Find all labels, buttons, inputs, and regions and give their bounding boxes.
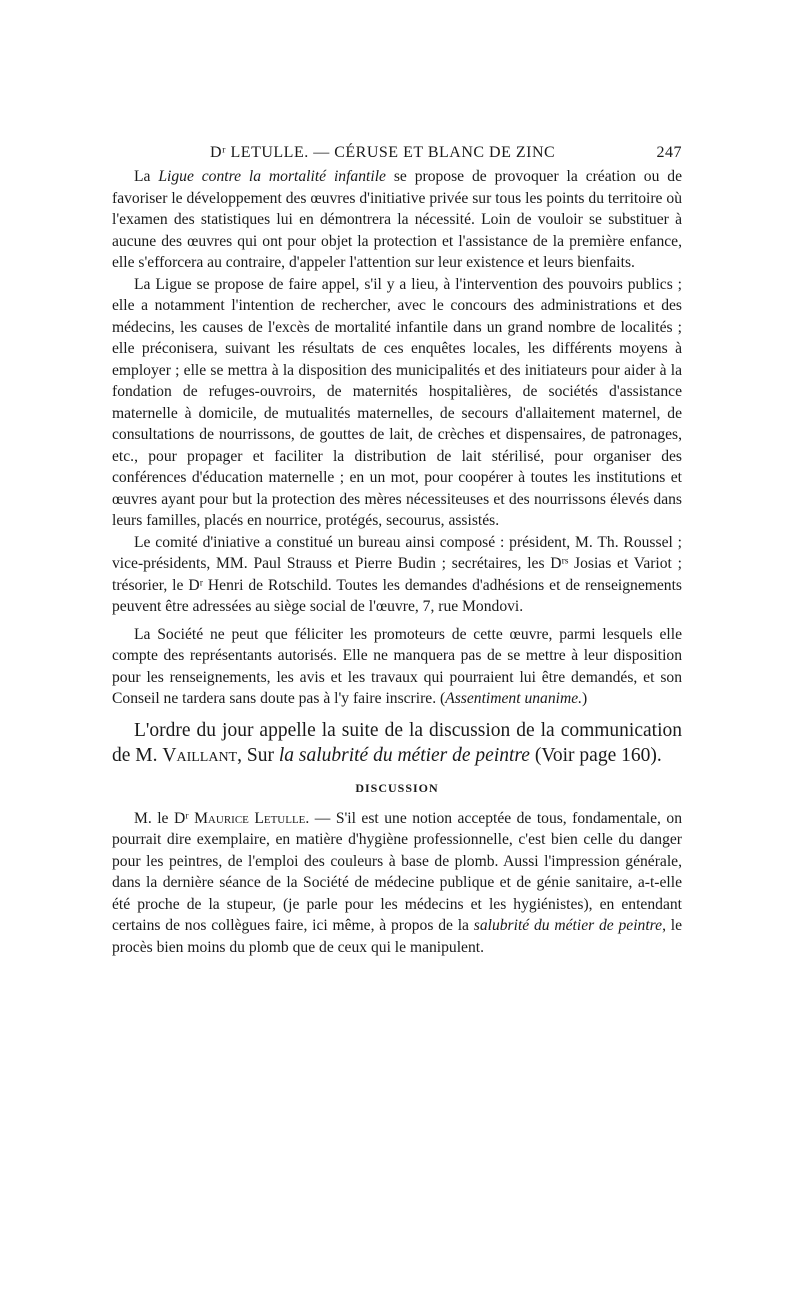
speaker-name: Vaillant [162, 745, 238, 766]
paragraph-text: ) [582, 690, 588, 707]
paragraph-text: La Société ne peut que féliciter les promoteurs de cette œuvre, parmi lesquels elle compte des représentants autorisés. Elle ne manquera pas de se mettre à leur disposition pour les renseignements, les avis et les travaux qui pourraient lui être demandés, et son Conseil ne tardera sans doute pas à l'y faire inscrire. ( [112, 625, 682, 707]
order-text: L'ordre du jour appelle la suite de la discussion de la communication de M. [112, 719, 682, 766]
running-title: Dʳ LETULLE. — CÉRUSE ET BLANC DE ZINC [210, 144, 556, 161]
paragraph-society-response [112, 624, 682, 710]
running-head [112, 140, 682, 166]
speaker-name: Maurice Letulle [194, 809, 306, 827]
page-body [112, 166, 682, 959]
italic-topic: la salubrité du métier de peintre [278, 745, 530, 766]
book-page [112, 140, 682, 959]
discussion-text: , le procès bien moins du plomb que de ceux qui le manipulent. [112, 917, 682, 957]
discussion-text: . — S'il est une notion acceptée de tous, fondamentale, on pourrait dire exemplaire, en matière d'hygiène professionnelle, c'est bien celle du danger pour les peintres, de l'emploi des couleurs à base de plomb. Aussi l'impression générale, dans la dernière séance de la Société de médecine publique et de génie sanitaire, a-t-elle été proche de la stupeur, (je parle pour les médecins et les hygiénistes), en entendant certains de nos collègues faire, ici même, à propos de la [112, 809, 682, 935]
paragraph-discussion [112, 808, 682, 959]
italic-ligue-name: Ligue contre la mortalité infantile [158, 168, 386, 185]
paragraph-ligue-actions: La Ligue se propose de faire appel, s'il y a lieu, à l'intervention des pouvoirs publics ; elle a notamment l'intention de rechercher, avec le concours des administrations et des médecins, les causes de l'excès de mortalité infantile dans un grand nombre de localités ; elle préconisera, suivant les résultats de ces enquêtes locales, les différents moyens à employer ; elle se mettra à la disposition des municipalités et des initiateurs pour aider à la fondation de refuges-ouvroirs, de maternités hospitalières, de sociétés d'assistance maternelle à domicile, de mutualités maternelles, de secours d'allaitement maternel, de consultations de nourrissons, de gouttes de lait, de crèches et dispensaires, de patronages, etc., pour propager et faciliter la distribution de lait stérilisé, pour organiser des conférences d'éducation maternelle ; en un mot, pour coopérer à toutes les institutions et œuvres ayant pour but la protection des mères nécessiteuses et des nourrissons élevés dans leurs familles, placés en nourrice, protégés, secourus, assistés. [112, 275, 682, 529]
page-number: 247 [656, 144, 682, 161]
paragraph-text: se propose de provoquer la création ou de favoriser le développement des œuvres d'initiative privée sur tous les points du territoire où l'examen des statistiques lui en démontrera la nécessité. Loin de vouloir se substituer à aucune des œuvres qui ont pour objet la protection et l'assistance de la première enfance, elle s'efforcera au contraire, d'appeler l'attention sur leur existence et leurs bienfaits. [112, 168, 682, 271]
paragraph-text: La [134, 168, 159, 185]
order-text: , Sur [237, 745, 279, 766]
italic-assent: Assentiment unanime. [445, 690, 583, 707]
paragraph-committee: Le comité d'iniative a constitué un bureau ainsi composé : président, M. Th. Roussel ; vice-présidents, MM. Paul Strauss et Pierre Budin ; secrétaires, les Dʳˢ Josias et Variot ; trésorier, le Dʳ Henri de Rotschild. Toutes les demandes d'adhésions et de renseignements peuvent être adressées au siège social de l'œuvre, 7, rue Mondovi. [112, 533, 682, 615]
paragraph-ligue-purpose [112, 166, 682, 274]
order-text: (Voir page 160). [529, 745, 662, 766]
order-of-the-day [112, 718, 682, 769]
discussion-text: M. le Dʳ [134, 809, 195, 827]
italic-topic: salubrité du métier de peintre [473, 917, 663, 935]
section-heading: DISCUSSION [355, 780, 439, 795]
